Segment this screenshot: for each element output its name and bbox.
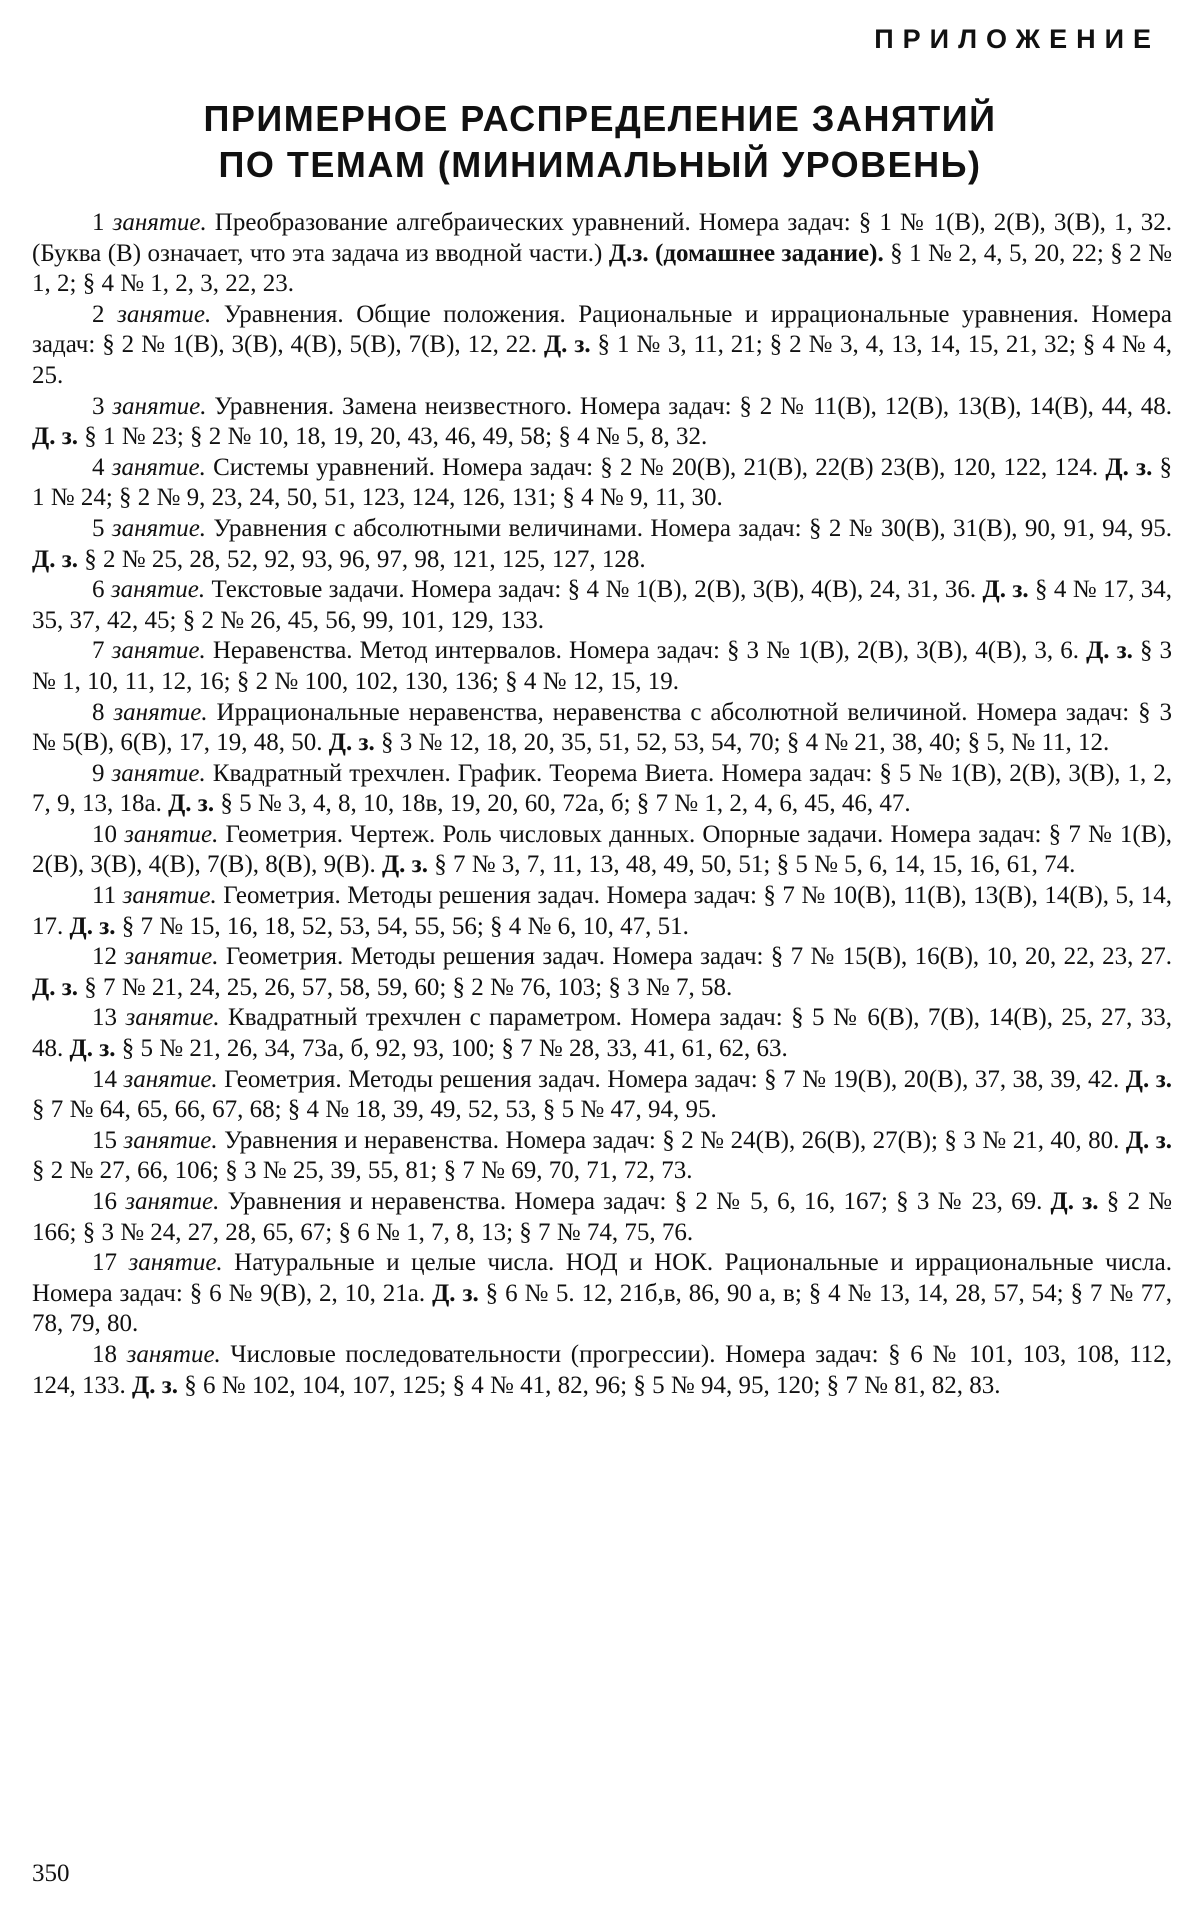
title-line-2: ПО ТЕМАМ (МИНИМАЛЬНЫЙ УРОВЕНЬ) xyxy=(218,144,982,185)
session-topic: Преобразование алгебраических уравнений. Номера задач: § 1 № 1(В), 2(В), 3(В), 1, 32. (Буква (В) означает, что эта задача из вводной части.) xyxy=(32,209,1173,267)
session-topic: Неравенства. Метод интервалов. Номера задач: § 3 № 1(В), 2(В), 3(В), 4(В), 3, 6. xyxy=(205,637,1087,665)
session-paragraph xyxy=(32,636,1172,697)
session-paragraph xyxy=(32,514,1172,575)
session-label: занятие. xyxy=(111,759,206,787)
homework-label: Д. з. xyxy=(328,729,375,757)
title-line-1: ПРИМЕРНОЕ РАСПРЕДЕЛЕНИЕ ЗАНЯТИЙ xyxy=(203,98,997,139)
session-number: 16 xyxy=(92,1188,117,1215)
session-number: 12 xyxy=(92,943,117,971)
session-paragraph xyxy=(32,1126,1172,1187)
homework-tasks: § 7 № 15, 16, 18, 52, 53, 54, 55, 56; § 4 № 6, 10, 47, 51. xyxy=(115,912,689,940)
session-topic: Уравнения и неравенства. Номера задач: § 2 № 24(В), 26(В), 27(В); § 3 № 21, 40, 80. xyxy=(217,1126,1126,1154)
session-number: 13 xyxy=(92,1004,117,1032)
homework-tasks: § 4 № 17, 34, 35, 37, 42, 45; § 2 № 26, 45, 56, 99, 101, 129, 133. xyxy=(32,576,1172,634)
session-paragraph xyxy=(32,820,1172,881)
homework-tasks: § 1 № 2, 4, 5, 20, 22; § 2 № 1, 2; § 4 № 1, 2, 3, 22, 23. xyxy=(32,239,1172,298)
homework-tasks: § 2 № 25, 28, 52, 92, 93, 96, 97, 98, 121, 125, 127, 128. xyxy=(78,545,646,573)
homework-tasks: § 1 № 23; § 2 № 10, 18, 19, 20, 43, 46, 49, 58; § 4 № 5, 8, 32. xyxy=(78,423,708,451)
session-number: 11 xyxy=(92,882,117,910)
session-number: 14 xyxy=(92,1065,117,1093)
session-topic: Системы уравнений. Номера задач: § 2 № 20(В), 21(В), 22(В) 23(В), 120, 122, 124. xyxy=(205,453,1106,481)
session-label: занятие. xyxy=(117,300,212,328)
session-topic: Числовые последовательности (прогрессии). Номера задач: § 6 № 101, 103, 108, 112, 124, 133. xyxy=(32,1340,1173,1399)
homework-tasks: § 3 № 12, 18, 20, 35, 51, 52, 53, 54, 70; § 4 № 21, 38, 40; § 5, № 11, 12. xyxy=(374,729,1110,757)
session-label: занятие. xyxy=(123,1126,218,1154)
session-number: 7 xyxy=(92,637,105,665)
session-paragraph xyxy=(32,881,1172,942)
session-topic: Уравнения. Общие положения. Рациональные и иррациональные уравнения. Номера задач: § 2 № 1(В), 3(В), 4(В), 5(В), 7(В), 12, 22. xyxy=(32,300,1173,359)
page-number: 350 xyxy=(32,1860,70,1887)
homework-label: Д. з. xyxy=(32,973,78,1001)
session-topic: Геометрия. Методы решения задач. Номера задач: § 7 № 19(В), 20(В), 37, 38, 39, 42. xyxy=(217,1065,1126,1093)
homework-label: Д. з. xyxy=(1050,1188,1099,1215)
session-label: занятие. xyxy=(112,392,207,420)
homework-label: Д. з. xyxy=(1086,637,1133,665)
session-label: занятие. xyxy=(124,820,219,848)
homework-label: Д. з. xyxy=(32,423,78,451)
session-paragraph xyxy=(32,208,1172,300)
session-label: занятие. xyxy=(111,514,207,542)
homework-label: Д.з. (домашнее задание). xyxy=(608,239,884,267)
session-number: 4 xyxy=(92,453,105,481)
session-label: занятие. xyxy=(125,1004,220,1032)
session-topic: Геометрия. Методы решения задач. Номера задач: § 7 № 10(В), 11(В), 13(В), 14(В), 5, 14, 17. xyxy=(32,882,1173,940)
session-paragraph xyxy=(32,392,1172,453)
homework-tasks: § 7 № 21, 24, 25, 26, 57, 58, 59, 60; § 2 № 76, 103; § 3 № 7, 58. xyxy=(78,973,733,1001)
session-topic: Натуральные и целые числа. НОД и НОК. Рациональные и иррациональные числа. Номера задач: § 6 № 9(В), 2, 10, 21а. xyxy=(32,1249,1172,1307)
session-paragraph xyxy=(32,1003,1172,1064)
session-paragraph xyxy=(32,1340,1172,1401)
homework-label: Д. з. xyxy=(168,790,215,818)
homework-tasks: § 2 № 27, 66, 106; § 3 № 25, 39, 55, 81; § 7 № 69, 70, 71, 72, 73. xyxy=(32,1157,693,1185)
homework-label: Д. з. xyxy=(132,1371,178,1399)
session-label: занятие. xyxy=(111,453,206,481)
homework-tasks: § 7 № 64, 65, 66, 67, 68; § 4 № 18, 39, 49, 52, 53, § 5 № 47, 94, 95. xyxy=(32,1096,717,1124)
session-topic: Уравнения с абсолютными величинами. Номера задач: § 2 № 30(В), 31(В), 90, 91, 94, 95. xyxy=(206,514,1173,542)
session-number: 15 xyxy=(92,1126,117,1154)
page-title xyxy=(0,96,1200,188)
session-number: 1 xyxy=(92,209,105,236)
session-label: занятие. xyxy=(122,882,217,910)
homework-tasks: § 5 № 3, 4, 8, 10, 18в, 19, 20, 60, 72а, б; § 7 № 1, 2, 4, 6, 45, 46, 47. xyxy=(214,790,911,818)
session-number: 17 xyxy=(92,1249,117,1277)
homework-label: Д. з. xyxy=(982,576,1029,604)
homework-label: Д. з. xyxy=(543,331,591,359)
session-paragraph xyxy=(32,1187,1172,1248)
session-topic: Уравнения. Замена неизвестного. Номера задач: § 2 № 11(В), 12(В), 13(В), 14(В), 44, 48. xyxy=(206,392,1172,420)
session-number: 6 xyxy=(92,576,105,604)
session-topic: Квадратный трехчлен с параметром. Номера задач: § 5 № 6(В), 7(В), 14(В), 25, 27, 33, 48. xyxy=(32,1004,1173,1063)
session-number: 18 xyxy=(92,1340,117,1368)
session-number: 3 xyxy=(92,392,105,420)
running-head: ПРИЛОЖЕНИЕ xyxy=(874,24,1160,54)
session-label: занятие. xyxy=(124,943,219,971)
homework-tasks: § 3 № 1, 10, 11, 12, 16; § 2 № 100, 102, 130, 136; § 4 № 12, 15, 19. xyxy=(32,637,1173,695)
session-label: занятие. xyxy=(128,1249,223,1277)
homework-tasks: § 1 № 24; § 2 № 9, 23, 24, 50, 51, 123, 124, 126, 131; § 4 № 9, 11, 30. xyxy=(32,453,1173,512)
session-label: занятие. xyxy=(112,209,207,236)
sessions-list xyxy=(32,208,1172,1401)
session-label: занятие. xyxy=(126,1340,221,1368)
homework-label: Д. з. xyxy=(69,912,116,940)
session-label: занятие. xyxy=(113,698,208,726)
session-label: занятие. xyxy=(125,1188,220,1215)
homework-tasks: § 7 № 3, 7, 11, 13, 48, 49, 50, 51; § 5 № 5, 6, 14, 15, 16, 61, 74. xyxy=(427,851,1076,879)
session-paragraph xyxy=(32,453,1172,514)
session-paragraph xyxy=(32,575,1172,636)
session-label: занятие. xyxy=(111,637,206,665)
session-paragraph xyxy=(32,1248,1172,1340)
session-paragraph xyxy=(32,942,1172,1003)
session-number: 9 xyxy=(92,759,105,787)
homework-tasks: § 2 № 166; § 3 № 24, 27, 28, 65, 67; § 6 № 1, 7, 8, 13; § 7 № 74, 75, 76. xyxy=(32,1188,1173,1246)
homework-tasks: § 6 № 5. 12, 21б,в, 86, 90 а, в; § 4 № 13, 14, 28, 57, 54; § 7 № 77, 78, 79, 80. xyxy=(32,1279,1173,1338)
session-number: 5 xyxy=(92,514,105,542)
homework-label: Д. з. xyxy=(69,1035,116,1063)
homework-label: Д. з. xyxy=(1125,1065,1173,1093)
session-paragraph xyxy=(32,300,1172,392)
homework-label: Д. з. xyxy=(1105,453,1153,481)
homework-label: Д. з. xyxy=(381,851,428,879)
session-paragraph xyxy=(32,759,1172,820)
session-topic: Геометрия. Чертеж. Роль числовых данных. Опорные задачи. Номера задач: § 7 № 1(В), 2(В), 3(В), 4(В), 7(В), 8(В), 9(В). xyxy=(32,820,1172,879)
session-number: 2 xyxy=(92,300,105,328)
homework-label: Д. з. xyxy=(1125,1126,1173,1154)
session-paragraph xyxy=(32,698,1172,759)
homework-label: Д. з. xyxy=(32,545,78,573)
session-number: 10 xyxy=(92,820,117,848)
session-topic: Иррациональные неравенства, неравенства с абсолютной величиной. Номера задач: § 3 № 5(В), 6(В), 17, 19, 48, 50. xyxy=(32,698,1173,757)
session-label: занятие. xyxy=(110,576,206,604)
homework-tasks: § 5 № 21, 26, 34, 73а, б, 92, 93, 100; § 7 № 28, 33, 41, 61, 62, 63. xyxy=(115,1035,788,1063)
session-topic: Текстовые задачи. Номера задач: § 4 № 1(В), 2(В), 3(В), 4(В), 24, 31, 36. xyxy=(205,576,983,604)
homework-label: Д. з. xyxy=(432,1279,479,1307)
session-topic: Уравнения и неравенства. Номера задач: § 2 № 5, 6, 16, 167; § 3 № 23, 69. xyxy=(219,1188,1051,1215)
session-paragraph xyxy=(32,1065,1172,1126)
homework-tasks: § 6 № 102, 104, 107, 125; § 4 № 41, 82, 96; § 5 № 94, 95, 120; § 7 № 81, 82, 83. xyxy=(178,1371,1001,1399)
session-label: занятие. xyxy=(123,1065,218,1093)
session-number: 8 xyxy=(92,698,105,726)
homework-tasks: § 1 № 3, 11, 21; § 2 № 3, 4, 13, 14, 15, 21, 32; § 4 № 4, 25. xyxy=(32,331,1172,389)
session-topic: Квадратный трехчлен. График. Теорема Виета. Номера задач: § 5 № 1(В), 2(В), 3(В), 1, 2, 7, 9, 13, 18а. xyxy=(32,759,1173,818)
session-topic: Геометрия. Методы решения задач. Номера задач: § 7 № 15(В), 16(В), 10, 20, 22, 23, 27. xyxy=(218,943,1173,971)
